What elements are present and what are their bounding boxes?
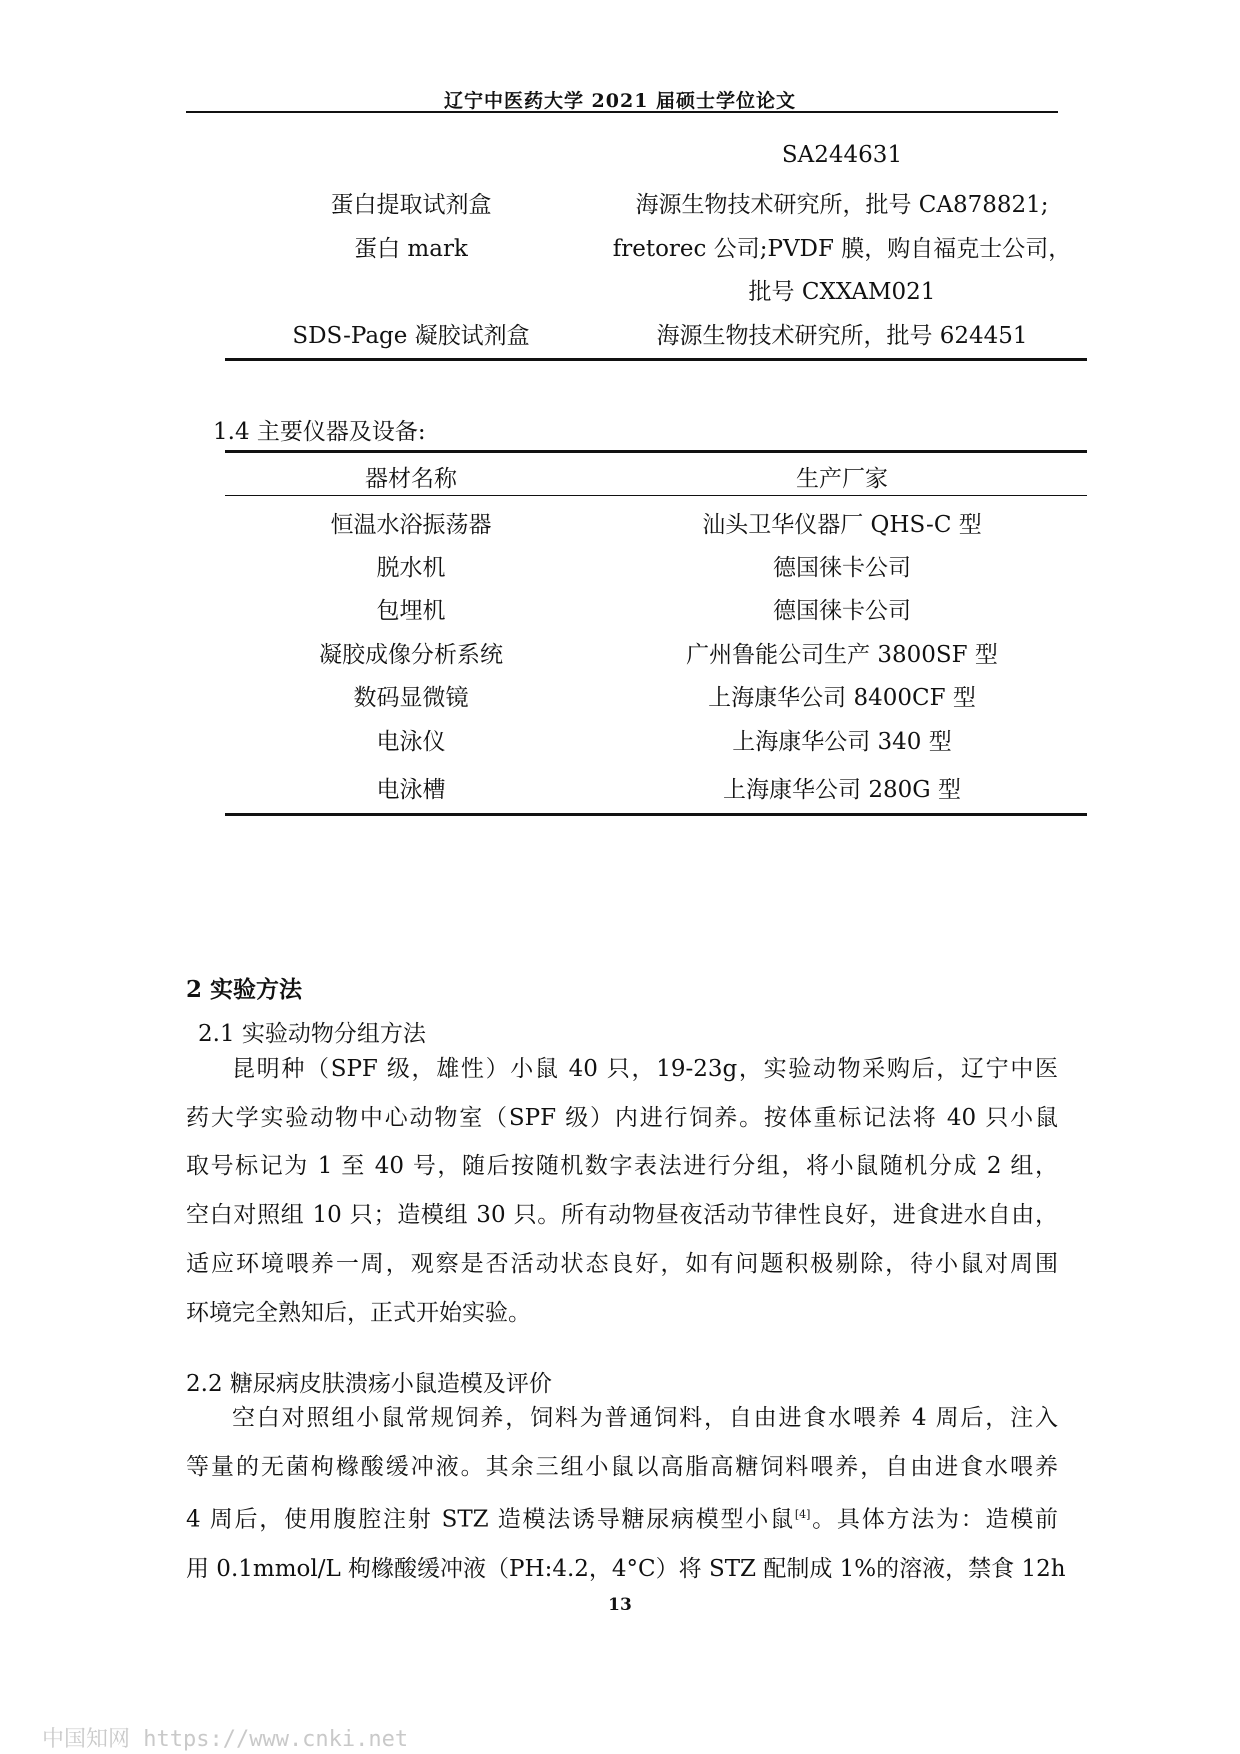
equipment-maker: 德国徕卡公司 [773,598,911,624]
reagent-maker: 海源生物技术研究所，批号 CA878821; [635,192,1049,218]
paragraph-line: 空白对照组 10 只；造模组 30 只。所有动物昼夜活动节律性良好，进食进水自由， [186,1202,1058,1229]
paragraph-line: 取号标记为 1 至 40 号，随后按随机数字表法进行分组，将小鼠随机分成 2 组， [186,1153,1058,1180]
paragraph-line: 用 0.1mmol/L 枸橼酸缓冲液（PH:4.2，4°C）将 STZ 配制成 1%的溶液，禁食 12h [186,1555,1066,1582]
paragraph-line: 昆明种（SPF 级，雄性）小鼠 40 只，19-23g，实验动物采购后，辽宁中医 [232,1056,1058,1082]
equipment-name: 脱水机 [376,555,446,581]
reagent-name: SDS-Page 凝胶试剂盒 [292,323,530,349]
paragraph-2-2 [186,1394,1066,1593]
column-header-maker: 生产厂家 [796,466,888,492]
cnki-watermark: 中国知网 https://www.cnki.net [42,1727,409,1752]
paragraph-line: 等量的无菌枸橼酸缓冲液。其余三组小鼠以高脂高糖饲料喂养，自由进食水喂养 [186,1453,1058,1480]
equipment-name: 恒温水浴振荡器 [330,512,492,538]
equipment-maker: 汕头卫华仪器厂 QHS-C 型 [702,512,982,538]
equipment-maker: 上海康华公司 340 型 [732,729,952,755]
equipment-name: 包埋机 [376,598,446,624]
equipment-name: 电泳槽 [376,777,446,803]
paragraph-line: 药大学实验动物中心动物室（SPF 级）内进行饲养。按体重标记法将 40 只小鼠 [186,1104,1058,1131]
equipment-name: 凝胶成像分析系统 [319,642,503,668]
section-heading-2: 2 实验方法 [186,976,303,1003]
paragraph-line: 4 周后，使用腹腔注射 STZ 造模法诱导糖尿病模型小鼠 [186,1507,795,1534]
paragraph-line: 适应环境喂养一周，观察是否活动状态良好，如有问题积极剔除，待小鼠对周围 [186,1250,1058,1277]
reagent-maker: SA244631 [781,142,903,168]
paragraph-line-with-citation [186,1491,1058,1544]
table-bottom-rule [225,358,1087,361]
running-header: 辽宁中医药大学 2021 届硕士学位论文 [443,90,797,112]
section-heading-1-4: 1.4 主要仪器及设备: [213,419,426,445]
column-header-name: 器材名称 [365,466,457,492]
subsection-heading-2-1: 2.1 实验动物分组方法 [198,1021,426,1047]
equipment-maker: 上海康华公司 280G 型 [723,777,961,803]
paragraph-2-1 [186,1045,1058,1337]
equipment-name: 电泳仪 [376,729,446,755]
paragraph-line: 。具体方法为：造模前 [810,1507,1058,1534]
paragraph-line: 环境完全熟知后，正式开始实验。 [186,1299,531,1326]
table-top-rule [225,450,1087,453]
equipment-maker: 广州鲁能公司生产 3800SF 型 [686,642,998,668]
equipment-name: 数码显微镜 [353,685,469,711]
equipment-maker: 上海康华公司 8400CF 型 [708,685,976,711]
table-bottom-rule [225,813,1087,816]
subsection-heading-2-2: 2.2 糖尿病皮肤溃疡小鼠造模及评价 [186,1371,552,1397]
page-number: 13 [608,1595,632,1615]
reagent-name: 蛋白 mark [354,236,468,262]
equipment-maker: 德国徕卡公司 [773,555,911,581]
reagent-maker: fretorec 公司;PVDF 膜，购自福克士公司， [612,236,1072,262]
reagent-name: 蛋白提取试剂盒 [330,192,492,218]
table-header-rule [225,495,1087,496]
paragraph-line: 空白对照组小鼠常规饲养，饲料为普通饲料，自由进食水喂养 4 周后，注入 [232,1405,1058,1431]
header-rule [186,111,1058,113]
reagent-maker: 海源生物技术研究所，批号 624451 [656,323,1028,349]
citation-marker: [4] [794,1508,811,1522]
reagent-maker: 批号 CXXAM021 [748,279,936,305]
